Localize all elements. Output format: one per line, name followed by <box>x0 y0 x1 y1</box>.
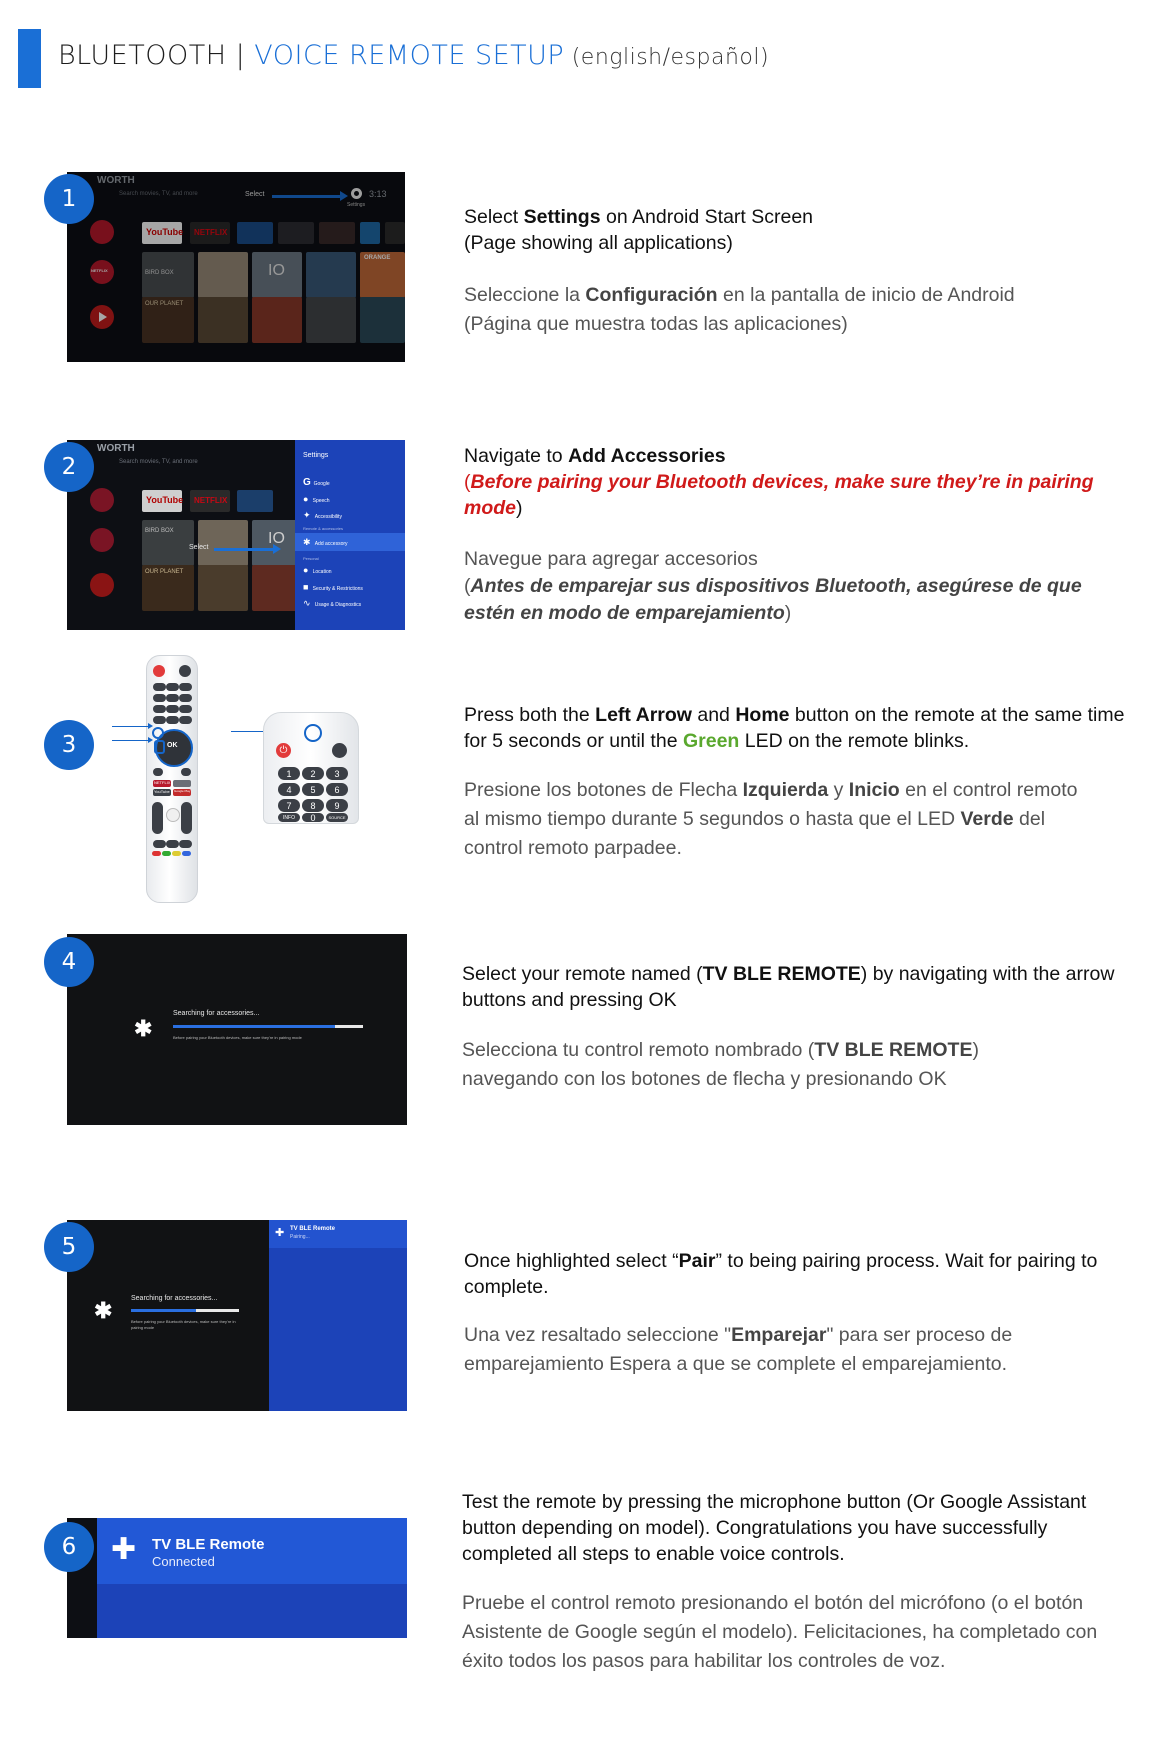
device-panel <box>269 1220 407 1411</box>
remote-key[interactable] <box>153 683 166 691</box>
netflix-button[interactable]: NETFLIX <box>154 780 171 785</box>
app-tile <box>237 490 273 512</box>
step1-instructions-en: Select Settings on Android Start Screen (Page showing all applications) <box>464 206 814 254</box>
page-title-accent: VOICE REMOTE SETUP <box>254 40 565 71</box>
step5-screenshot <box>67 1220 407 1411</box>
accessibility-setting[interactable]: ✦ Accessibility <box>303 510 342 520</box>
progress-track <box>131 1309 239 1312</box>
step2-instructions-en: Navigate to Add Accessories (Before pairing your Bluetooth devices, make sure they’re in pairing mode) <box>464 445 1094 519</box>
color-key-blue[interactable] <box>182 851 191 856</box>
section-remote: Remote & accessories <box>303 526 344 531</box>
poster-our-planet: OUR PLANET <box>142 297 194 343</box>
remote-closeup <box>263 712 359 824</box>
power-button[interactable]: ⏻ <box>276 743 291 758</box>
google-play-button[interactable]: Google Play <box>173 789 191 796</box>
remote-key[interactable] <box>166 705 179 713</box>
brand-logo: WORTH <box>97 443 135 454</box>
poster-orange: ORANGE <box>360 252 405 298</box>
color-key-green[interactable] <box>162 851 171 856</box>
remote-key[interactable] <box>181 768 191 776</box>
step4-instructions-en: Select your remote named (TV BLE REMOTE) by navigating with the arrow buttons and pressing OK <box>462 963 1115 1011</box>
bluetooth-icon: ✱ <box>134 1016 153 1041</box>
device-name: TV BLE Remote <box>152 1536 265 1553</box>
pointer-line-home <box>112 726 150 727</box>
pairing-hint: Before pairing your Bluetooth devices, make sure they're in pairing mode <box>131 1319 236 1330</box>
google-setting[interactable]: G Google <box>303 477 330 488</box>
step2-instructions-es: Navegue para agregar accesorios (Antes de emparejar sus dispositivos Bluetooth, asegúrese de que estén en modo de emparejamiento) <box>464 548 1082 624</box>
searching-text: Searching for accessories... <box>173 1010 260 1017</box>
progress-track <box>173 1025 363 1028</box>
settings-caption: Settings <box>347 202 366 208</box>
remote-key[interactable] <box>153 694 166 702</box>
youtube-tile: YouTube <box>142 222 182 244</box>
poster <box>198 565 248 611</box>
progress-fill <box>173 1025 335 1028</box>
remote-key[interactable] <box>153 840 166 848</box>
color-key-yellow[interactable] <box>172 851 181 856</box>
key-source[interactable]: SOURCE <box>326 813 348 822</box>
key-3[interactable]: 3 <box>326 767 348 780</box>
poster-our-planet: OUR PLANET <box>142 565 194 611</box>
step4-screenshot <box>67 934 407 1125</box>
device-status: Connected <box>152 1554 215 1569</box>
key-2[interactable]: 2 <box>302 767 324 780</box>
key-1[interactable]: 1 <box>278 767 300 780</box>
netflix-app-icon: NETFLIX <box>90 260 114 284</box>
assistant-button[interactable] <box>166 808 180 822</box>
select-arrow <box>214 548 274 551</box>
volume-rocker[interactable] <box>152 802 163 834</box>
search-hint: Search movies, TV, and more <box>119 459 198 465</box>
remote-key[interactable] <box>166 840 179 848</box>
remote-key[interactable] <box>179 840 192 848</box>
step-badge-2: 2 <box>44 442 94 492</box>
progress-fill <box>131 1309 196 1312</box>
remote-key[interactable] <box>166 716 179 724</box>
pointer-head-home <box>148 723 153 729</box>
mic-button[interactable] <box>179 665 191 677</box>
settings-panel <box>295 440 405 630</box>
youtube-app-icon <box>90 573 114 597</box>
searching-text: Searching for accessories... <box>131 1295 218 1302</box>
youtube-button[interactable]: YouTube <box>154 789 170 794</box>
key-5[interactable]: 5 <box>302 783 324 796</box>
netflix-tile: NETFLIX <box>190 222 230 244</box>
key-info[interactable]: INFO <box>278 813 300 822</box>
poster-io: IO <box>252 520 302 566</box>
netflix-tile: NETFLIX <box>190 490 230 512</box>
key-6[interactable]: 6 <box>326 783 348 796</box>
mic-button[interactable] <box>332 743 347 758</box>
device-status: Pairing... <box>290 1234 310 1240</box>
step5-instructions-en: Once highlighted select “Pair” to being pairing process. Wait for pairing to complete. <box>464 1250 1098 1298</box>
select-label: Select <box>189 544 209 551</box>
location-setting[interactable]: ● Location <box>303 565 332 575</box>
remote-key[interactable] <box>179 694 192 702</box>
key-0[interactable]: 0 <box>302 813 324 822</box>
remote-key[interactable] <box>179 705 192 713</box>
pointer-head-left <box>148 737 153 743</box>
poster-bird-box: BIRD BOX <box>142 252 194 298</box>
netflix-app-icon <box>90 528 114 552</box>
led-highlight <box>304 724 322 742</box>
settings-panel-title: Settings <box>303 452 329 459</box>
bluetooth-icon: ✱ <box>94 1298 113 1323</box>
power-button[interactable] <box>153 665 165 677</box>
key-4[interactable]: 4 <box>278 783 300 796</box>
step2-screenshot <box>67 440 405 630</box>
remote-key[interactable] <box>153 716 166 724</box>
youtube-tile: YouTube <box>142 490 182 512</box>
step6-screenshot <box>67 1518 407 1638</box>
brand-logo: WORTH <box>97 175 135 186</box>
screen-dim <box>67 172 405 362</box>
left-arrow-highlight[interactable] <box>154 740 165 754</box>
remote-full <box>146 655 198 903</box>
app-button[interactable] <box>173 780 191 787</box>
step5-instructions-es: Una vez resaltado seleccione "Emparejar" para ser proceso de emparejamiento Espera a que se complete el emparejamiento. <box>464 1324 1013 1375</box>
remote-key[interactable] <box>179 683 192 691</box>
step1-instructions-es: Seleccione la Configuración en la pantalla de inicio de Android (Página que muestra todas las aplicaciones) <box>464 284 1015 335</box>
ok-button[interactable]: OK <box>167 742 178 749</box>
poster-bird-box: BIRD BOX <box>142 520 194 566</box>
step-badge-5: 5 <box>44 1222 94 1272</box>
bluetooth-icon: ✱ <box>303 537 311 547</box>
usage-setting[interactable]: ∿ Usage & Diagnostics <box>303 598 362 608</box>
step-badge-6: 6 <box>44 1522 94 1572</box>
page-title: BLUETOOTH | VOICE REMOTE SETUP (english/español) <box>58 40 770 71</box>
remote-key[interactable] <box>166 694 179 702</box>
step3-instructions-es: Presione los botones de Flecha Izquierda y Inicio en el control remoto al mismo tiempo durante 5 segundos o hasta que el LED Verde del control remoto parpadee. <box>464 779 1078 859</box>
remote-key[interactable] <box>179 716 192 724</box>
page-title-suffix: (english/español) <box>564 45 770 70</box>
channel-rocker[interactable] <box>181 802 192 834</box>
step-badge-3: 3 <box>44 720 94 770</box>
remote-key[interactable] <box>166 683 179 691</box>
poster <box>198 520 248 566</box>
step1-screenshot <box>67 172 405 362</box>
apps-icon <box>90 488 114 512</box>
device-name: TV BLE Remote <box>290 1226 336 1232</box>
pointer-line-left <box>112 740 150 741</box>
step-badge-1: 1 <box>44 174 94 224</box>
pairing-hint: Before pairing your Bluetooth devices, make sure they're in pairing mode <box>173 1035 302 1040</box>
header-accent-bar <box>18 29 41 88</box>
step3-instructions-en: Press both the Left Arrow and Home button on the remote at the same time for 5 seconds or until the Green LED on the remote blinks. <box>464 704 1125 752</box>
speech-setting[interactable]: ● Speech <box>303 494 330 504</box>
color-key-red[interactable] <box>152 851 161 856</box>
key-8[interactable]: 8 <box>302 799 324 812</box>
gamepad-icon: ✚ <box>111 1533 137 1566</box>
clock: 3:13 <box>369 189 387 199</box>
step-badge-4: 4 <box>44 937 94 987</box>
step6-instructions-es: Pruebe el control remoto presionando el botón del micrófono (o el botón Asistente de Google según el modelo). Felicitaciones, ha completado con éxito todos los pasos para habilitar los controles de voz. <box>462 1592 1098 1672</box>
select-label: Select <box>245 191 265 198</box>
add-accessory-item[interactable]: ✱ Add accessory <box>295 533 405 551</box>
security-setting[interactable]: ■ Security & Restrictions <box>303 582 363 592</box>
section-personal: Personal <box>303 556 319 561</box>
poster-io: IO <box>252 252 302 298</box>
remote-key[interactable] <box>153 705 166 713</box>
key-9[interactable]: 9 <box>326 799 348 812</box>
key-7[interactable]: 7 <box>278 799 300 812</box>
home-button-highlight[interactable] <box>152 727 164 739</box>
step6-instructions-en: Test the remote by pressing the microphone button (Or Google Assistant button depending on model). Congratulations you have successfully completed all steps to enable voice controls. <box>462 1491 1087 1565</box>
search-hint: Search movies, TV, and more <box>119 191 198 197</box>
gamepad-icon: ✚ <box>275 1227 285 1239</box>
step4-instructions-es: Selecciona tu control remoto nombrado (TV BLE REMOTE) navegando con los botones de flecha y presionando OK <box>462 1039 979 1090</box>
select-arrow-head <box>273 544 281 554</box>
remote-key[interactable] <box>153 768 163 776</box>
